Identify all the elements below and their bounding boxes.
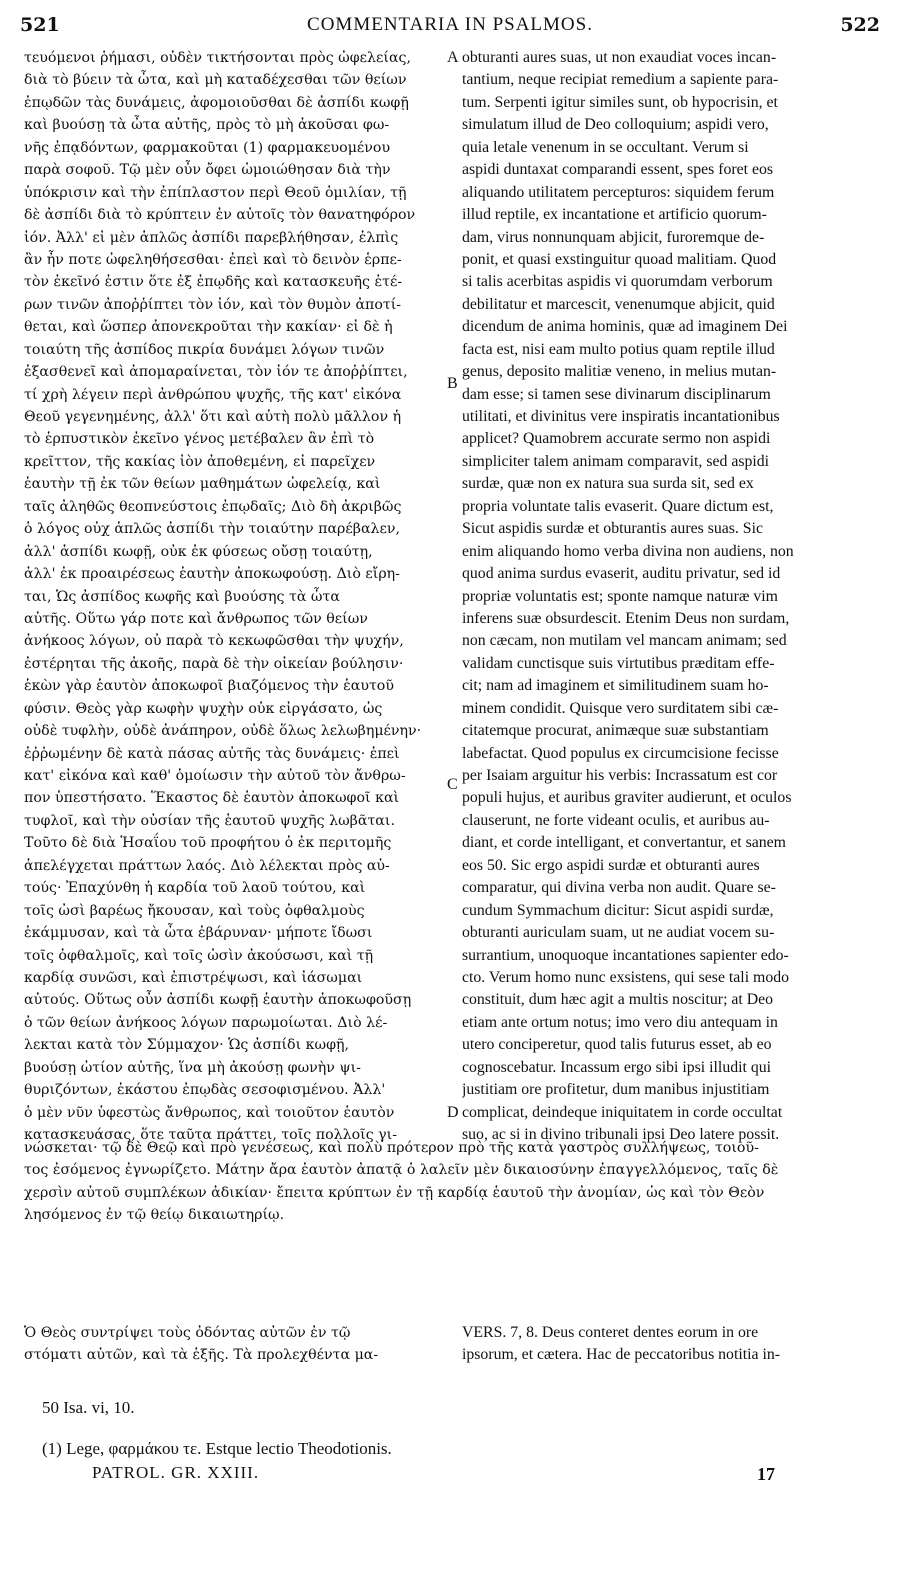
latin-text-line: per Isaiam arguitur his verbis: Incrassatum est cor bbox=[462, 767, 778, 784]
latin-text-line: Sicut aspidis surdæ et obturantis aures suas. Sic bbox=[462, 520, 763, 538]
latin-text-line: illud reptile, ex incantatione et artificio quorum- bbox=[462, 206, 767, 224]
greek-text-line: παρὰ σοφοῦ. Τῷ μὲν οὖν ὄφει ὡμοιώθησαν διὰ τὴν bbox=[24, 162, 391, 179]
marker-d: D bbox=[447, 1104, 459, 1121]
latin-text-line: dam esse; si tamen sese divinarum disciplinarum bbox=[462, 385, 771, 403]
full-width-text-line: νώσκεται· τῷ δὲ Θεῷ καὶ πρὸ γενέσεως, καὶ πολὺ πρότερον πρὸ τῆς κατὰ γαστρὸς συλλήψεως, τοιοῦ- bbox=[24, 1140, 759, 1156]
footnote-note: (1) Lege, φαρμάκου τε. Estque lectio Theodotionis. bbox=[42, 1439, 392, 1458]
latin-text-line: cit; nam ad imaginem et similitudinem suam ho- bbox=[462, 677, 769, 695]
latin-text-line: aspidi duntaxat comparandi essent, spes foret eos bbox=[462, 161, 774, 179]
greek-text-line: δὲ ἀσπίδι διὰ τὸ κρύπτειν ἐν αὐτοῖς τὸν θανατηφόρον bbox=[24, 207, 416, 224]
latin-column bbox=[462, 47, 874, 1146]
greek-text-line: αὐτῆς. Οὕτω γάρ ποτε καὶ ἄνθρωπος τῶν θείων bbox=[24, 610, 368, 627]
latin-text-line: non cæcam, non mutilam vel mancam animam; sed bbox=[462, 632, 787, 650]
latin-text-line: ponit, et quasi exstinguitur quoad malitiam. Quod bbox=[462, 250, 777, 268]
full-width-text-line: λησόμενος ἐν τῷ θείῳ δικαιωτηρίῳ. bbox=[24, 1207, 285, 1224]
latin-text-line: validam cunctisque suis virtutibus præditam effe- bbox=[462, 654, 775, 672]
latin-text-line: justitiam ore profitetur, dum manibus injustitiam bbox=[462, 1081, 770, 1099]
latin-text-line: enim aliquando homo verba divina non audiens, non bbox=[462, 542, 794, 560]
greek-text-line: Θεοῦ γεγενημένης, ἀλλ' ὅτι καὶ αὐτὴ πολὺ μᾶλλον ἡ bbox=[24, 409, 402, 425]
greek-text-line: τὸ ἑρπυστικὸν ἐκεῖνο γένος μετέβαλεν ἂν ἐπὶ τὸ bbox=[24, 431, 375, 448]
latin-text-line: cognoscebatur. Incassum ergo sibi ipsi illudit qui bbox=[462, 1058, 772, 1076]
footnote-reference: 50 Isa. vi, 10. bbox=[42, 1398, 135, 1417]
lower-latin-line: ipsorum, et cætera. Hac de peccatoribus notitia in- bbox=[462, 1346, 781, 1364]
latin-text-line: etiam ante ortum notus; imo vero diu antequam in bbox=[462, 1013, 778, 1031]
left-page-number: 521 bbox=[20, 14, 60, 36]
latin-text-line: obturanti aures suas, ut non exaudiat voces incan- bbox=[462, 49, 777, 66]
greek-text-line: τοῖς ὀφθαλμοῖς, καὶ τοῖς ὠσὶν ἀκούσωσι, καὶ τῇ bbox=[24, 947, 374, 964]
latin-text-line: dicendum de anima hominis, quæ ad imaginem Dei bbox=[462, 318, 788, 336]
greek-text-line: τυφλοῖ, καὶ τὴν οὐσίαν τῆς ἑαυτοῦ ψυχῆς λωβᾶται. bbox=[24, 812, 395, 829]
latin-text-line: suo, ac si in divino tribunali ipsi Deo latere possit. bbox=[462, 1126, 780, 1143]
greek-text-line: ἰόν. Ἀλλ' εἰ μὲν ἁπλῶς ἀσπίδι παρεβλήθησαν, ἐλπὶς bbox=[24, 229, 399, 246]
full-width-text-line: χερσὶν αὐτοῦ συμπλέκων ἀδικίαν· ἔπειτα κρύπτων ἐν τῇ καρδίᾳ ἑαυτοῦ τὴν ἀνομίαν, ὡς καὶ τὸν Θεὸν bbox=[24, 1184, 765, 1201]
marker-c: C bbox=[447, 776, 458, 793]
greek-text-line: ἀνήκοος λόγων, οὐ παρὰ τὸ κεκωφῶσθαι τὴν ψυχήν, bbox=[24, 633, 404, 650]
greek-text-line: ἀλλ' ἀσπίδι κωφῇ, οὐκ ἐκ φύσεως οὔσῃ τοιαύτῃ, bbox=[24, 543, 373, 560]
greek-text-line: ἀπελέγχεται πράττων λαός. Διὸ λέλεκται πρὸς αὐ- bbox=[24, 857, 390, 874]
greek-text-line: τευόμενοι ῥήμασι, οὐδὲν τικτήσονται πρὸς ὠφελείας, bbox=[24, 50, 411, 66]
latin-text-line: propria voluntate talis evaserit. Quare dictum est, bbox=[462, 497, 774, 515]
latin-text-line: minem condidit. Quisque vero surditatem sibi cæ- bbox=[462, 699, 779, 717]
greek-text-line: βυούσῃ ὠτίον αὐτῆς, ἵνα μὴ ἀκούσῃ φωνὴν ψι- bbox=[24, 1059, 361, 1076]
latin-text-line: genus, deposito malitiæ veneno, in melius mutan- bbox=[462, 363, 777, 381]
marker-a: A bbox=[447, 49, 459, 66]
latin-text-line: obturanti auriculam suam, ut ne audiat vocem su- bbox=[462, 924, 775, 942]
greek-text-line: οὐδὲ τυφλὴν, οὐδὲ ἀνάπηρον, οὐδὲ ὅλως λελωβημένην· bbox=[24, 723, 422, 740]
latin-text-line: eos 50. Sic ergo aspidi surdæ et obturanti aures bbox=[462, 856, 760, 874]
greek-text-line: Τοῦτο δὲ διὰ Ἡσαΐου τοῦ προφήτου ὁ ἐκ περιτομῆς bbox=[24, 835, 392, 852]
greek-text-line: ἐστέρηται τῆς ἀκοῆς, παρὰ δὲ τὴν οἰκείαν βούλησιν· bbox=[24, 655, 404, 672]
greek-column bbox=[24, 47, 444, 1146]
latin-text-line: clauserunt, ne forte videant oculis, et auribus au- bbox=[462, 811, 770, 829]
greek-text-line: ἐῤῥωμένην δὲ κατὰ πάσας αὐτῆς τὰς δυνάμεις· ἐπεὶ bbox=[24, 745, 400, 762]
right-page-number: 522 bbox=[840, 14, 880, 36]
greek-text-line: καὶ βυούσῃ τὰ ὦτα αὐτῆς, πρὸς τὸ μὴ ἀκοῦσαι φω- bbox=[24, 117, 390, 134]
patrol-signature: PATROL. GR. XXIII. bbox=[92, 1463, 260, 1482]
latin-text-line: propriæ voluntatis est; sponte namque naturæ vim bbox=[462, 587, 778, 605]
greek-text-line: τί χρὴ λέγειν περὶ ἀνθρώπου ψυχῆς, τῆς κατ' εἰκόνα bbox=[24, 386, 402, 403]
greek-text-line: λεκται κατὰ τὸν Σύμμαχον· Ὡς ἀσπίδι κωφῇ, bbox=[24, 1037, 350, 1054]
greek-text-line: ἐκάμμυσαν, καὶ τὰ ὦτα ἐβάρυναν· μήποτε ἴδωσι bbox=[24, 925, 373, 942]
greek-text-line: ἑαυτὴν τῇ ἐκ τῶν θείων μαθημάτων ὠφελείᾳ, καὶ bbox=[24, 476, 381, 493]
latin-text-line: tantium, neque recipiat remedium a sapiente para- bbox=[462, 71, 779, 89]
latin-text-line: aliquando utilitatem percepturos: siquidem ferum bbox=[462, 183, 775, 201]
latin-text-line: inferens suæ obsurdescit. Etenim Deus non surdam, bbox=[462, 609, 790, 627]
greek-text-line: ται, Ὡς ἀσπίδος κωφῆς καὶ βυούσης τὰ ὦτα bbox=[24, 588, 340, 605]
lower-greek-line: στόματι αὐτῶν, καὶ τὰ ἑξῆς. Τὰ προλεχθέντα μα- bbox=[24, 1347, 379, 1364]
greek-text-line: ἐξασθενεῖ καὶ ἀπομαραίνεται, τὸν ἰόν τε ἀποῤῥίπτει, bbox=[24, 364, 408, 381]
lower-greek-column bbox=[24, 1322, 444, 1367]
greek-text-line: ὁ λόγος οὐχ ἁπλῶς ἀσπίδι τὴν τοιαύτην παρέβαλεν, bbox=[24, 521, 401, 538]
latin-text-line: tum. Serpenti igitur similes sunt, ob hypocrisin, et bbox=[462, 93, 778, 111]
page-header bbox=[20, 14, 880, 42]
full-width-text-line: τος ἐσόμενος ἐγνωρίζετο. Μάτην ἄρα ἑαυτὸν ἀπατᾷ ὁ λαλεῖν μὲν δικαιοσύνην ἐπαγγελλόμενος, ταῖς δὲ bbox=[24, 1162, 779, 1179]
greek-text-line: τὸν ἐκεῖνό ἐστιν ὅτε ἐξ ἐπῳδῆς καὶ κατασκευῆς ἑτέ- bbox=[24, 274, 403, 291]
lower-greek-line: Ὁ Θεὸς συντρίψει τοὺς ὀδόντας αὐτῶν ἐν τῷ bbox=[24, 1325, 351, 1341]
latin-text-line: cto. Verum homo nunc exsistens, qui sese tali modo bbox=[462, 968, 790, 986]
greek-text-line: ὁ τῶν θείων ἀνήκοος λόγων παρωμοίωται. Διὸ λέ- bbox=[24, 1014, 388, 1031]
greek-text-line: θυριζόντων, ἑκάστου ἐπῳδὰς σεσοφισμένου. Ἀλλ' bbox=[24, 1082, 386, 1099]
latin-text-line: utilitati, et divinitus vere inspiratis incantationibus bbox=[462, 408, 780, 425]
latin-text-line: simulatum illud de Deo colloquium; aspidi vero, bbox=[462, 116, 769, 134]
latin-text-line: si talis acerbitas aspidis vi quorumdam verborum bbox=[462, 273, 773, 291]
greek-text-line: τοῖς ὠσὶ βαρέως ἤκουσαν, καὶ τοὺς ὀφθαλμοὺς bbox=[24, 902, 365, 919]
greek-text-line: ρων τινῶν ἀποῤῥίπτει τὸν ἰόν, καὶ τὸν θυμὸν ἀποτί- bbox=[24, 296, 402, 313]
latin-text-line: applicet? Quamobrem accurate sermo non aspidi bbox=[462, 430, 771, 448]
greek-text-line: τοιαύτη τῆς ἀσπίδος πικρία δυνάμει λόγων τινῶν bbox=[24, 341, 385, 358]
latin-text-line: dam, virus nonnunquam abjicit, furoremque de- bbox=[462, 228, 765, 246]
latin-text-line: quod anima surdus evaserit, auditu privatur, sed id bbox=[462, 565, 781, 583]
greek-text-line: τούς· Ἐπαχύνθη ἡ καρδία τοῦ λαοῦ τούτου, καὶ bbox=[24, 880, 366, 897]
latin-text-line: simpliciter talem animam comparavit, sed aspidi bbox=[462, 452, 770, 470]
full-width-paragraph bbox=[24, 1137, 874, 1227]
greek-text-line: ἀλλ' ἐκ προαιρέσεως ἑαυτὴν ἀποκωφούσῃ. Διὸ εἴρη- bbox=[24, 566, 400, 583]
greek-text-line: ταῖς ἀληθῶς θεοπνεύστοις ἐπῳδαῖς; Διὸ δὴ ἀκριβῶς bbox=[24, 498, 402, 515]
greek-text-line: θεται, καὶ ὥσπερ ἀπονεκροῦται τὴν κακίαν· εἰ δὲ ἡ bbox=[24, 319, 393, 336]
greek-text-line: ὁ μὲν νῦν ὑφεστὼς ἄνθρωπος, καὶ τοιοῦτον ἑαυτὸν bbox=[24, 1104, 395, 1121]
greek-text-line: ἂν ἦν ποτε ὠφεληθήσεσθαι· ἐπεὶ καὶ τὸ δεινὸν ἑρπε- bbox=[24, 251, 402, 268]
latin-text-line: citatemque procurat, animæque suæ substantiam bbox=[462, 722, 769, 740]
lower-latin-column bbox=[462, 1322, 874, 1367]
greek-text-line: κατ' εἰκόνα καὶ καθ' ὁμοίωσιν τὴν αὐτοῦ τὸν ἄνθρω- bbox=[24, 768, 406, 784]
greek-text-line: αὐτούς. Οὕτως οὖν ἀσπίδι κωφῇ ἑαυτὴν ἀποκωφοῦσῃ bbox=[24, 992, 412, 1009]
lower-latin-line: VERS. 7, 8. Deus conteret dentes eorum in ore bbox=[462, 1324, 759, 1341]
running-title: COMMENTARIA IN PSALMOS. bbox=[307, 14, 593, 35]
greek-text-line: πον ὑπεστήσατο. Ἕκαστος δὲ ἑαυτὸν ἀποκωφοῖ καὶ bbox=[24, 790, 400, 807]
greek-text-line: διὰ τὸ βύειν τὰ ὦτα, καὶ μὴ καταδέχεσθαι τῶν θείων bbox=[24, 72, 407, 89]
latin-text-line: facta est, nisi eam multo potius quam reptile illud bbox=[462, 340, 775, 358]
greek-text-line: ἑκὼν γὰρ ἑαυτὸν ἀποκωφοῖ βιαζόμενος τὴν ἑαυτοῦ bbox=[24, 678, 394, 695]
greek-text-line: καρδίᾳ συνῶσι, καὶ ἐπιστρέψωσι, καὶ ἰάσωμαι bbox=[24, 969, 363, 986]
latin-text-line: populi hujus, et auribus graviter audierunt, et oculos bbox=[462, 789, 792, 807]
latin-text-line: surdæ, quæ non ex natura sua surda sit, sed ex bbox=[462, 475, 754, 493]
latin-text-line: cundum Symmachum dicitur: Sicut aspidi surdæ, bbox=[462, 901, 774, 919]
latin-text-line: complicat, deindeque iniquitatem in corde occultat bbox=[462, 1103, 783, 1121]
greek-text-line: κατασκευάσας, ὅτε ταῦτα πράττει, τοῖς πολλοῖς γι- bbox=[24, 1127, 397, 1143]
latin-text-line: diant, et corde intelligant, et convertantur, et sanem bbox=[462, 834, 786, 852]
greek-text-line: ἐπῳδῶν τὰς δυνάμεις, ἀφομοιοῦσθαι δὲ ἀσπίδι κωφῇ bbox=[24, 94, 409, 111]
latin-text-line: quia letale venenum in se occultant. Verum si bbox=[462, 138, 749, 156]
greek-text-line: ὑπόκρισιν καὶ τὴν ἐπίπλαστον περὶ Θεοῦ ὁμιλίαν, τῇ bbox=[24, 184, 407, 201]
latin-text-line: labefactat. Quod populus ex circumcisione fecisse bbox=[462, 744, 779, 762]
greek-text-line: φύσιν. Θεὸς γὰρ κωφὴν ψυχὴν οὐκ εἰργάσατο, ὡς bbox=[24, 700, 383, 717]
latin-text-line: surrantium, unoquoque incantationes sapienter edo- bbox=[462, 946, 789, 964]
latin-text-line: debilitatur et marcescit, venenumque abjicit, quid bbox=[462, 295, 775, 313]
latin-text-line: comparatur, qui divina verba non audit. Quare se- bbox=[462, 879, 776, 897]
greek-text-line: νῆς ἐπᾳδόντων, φαρμακοῦται (1) φαρμακευομένου bbox=[24, 139, 391, 156]
marker-b: B bbox=[447, 375, 458, 392]
latin-text-line: constituit, dum hæc agit a multis noscitur; at Deo bbox=[462, 991, 774, 1009]
latin-text-line: utero conciperetur, quod talis futurus esset, ab eo bbox=[462, 1036, 772, 1054]
signature-number: 17 bbox=[757, 1464, 775, 1484]
greek-text-line: κρεῖττον, τῆς κακίας ἰὸν ἀποθεμένη, εἰ παρεῖχεν bbox=[24, 453, 376, 470]
